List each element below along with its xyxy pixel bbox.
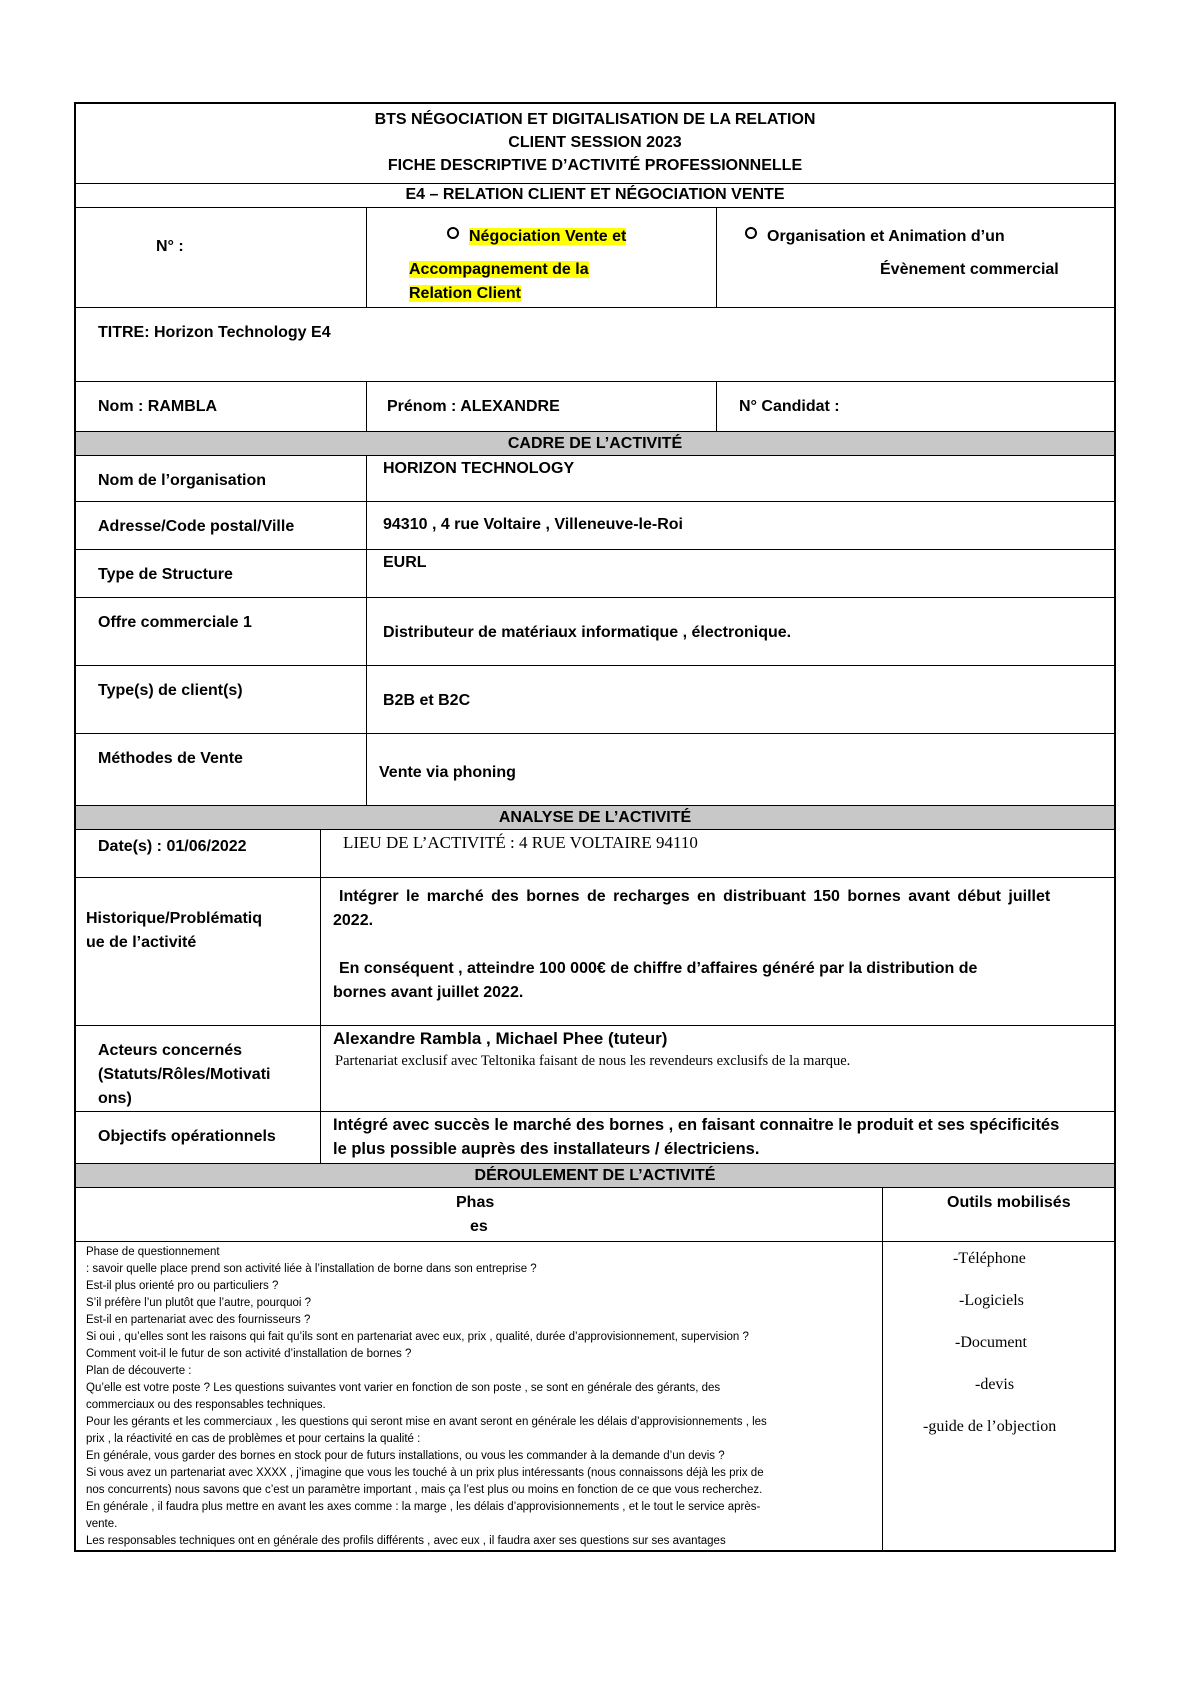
cadre-value: EURL	[383, 554, 427, 571]
option2-line2: Évènement commercial	[880, 261, 1059, 278]
phase-line: S’il préfère l’un plutôt que l’autre, pourquoi ?	[86, 1297, 312, 1309]
exam-row	[76, 184, 1114, 208]
outils-list	[882, 1242, 1114, 1550]
phases-header-row	[76, 1188, 1114, 1242]
historique-text: bornes avant juillet 2022.	[333, 984, 524, 1001]
cadre-label: Méthodes de Vente	[98, 750, 243, 767]
cadre-value: Vente via phoning	[379, 764, 516, 781]
phase-line: : savoir quelle place prend son activité liée à l’installation de borne dans son entreprise ?	[86, 1263, 537, 1275]
phase-line: nos concurrents) nous savons que c’est un paramètre important , mais ça l’est plus ou moins en fonction de ce que vous recherchez.	[86, 1484, 763, 1496]
cadre-row-organisation	[76, 456, 1114, 502]
historique-text: En conséquent , atteindre 100 000€ de chiffre d’affaires généré par la distribution de	[339, 960, 978, 977]
objectifs-row	[76, 1112, 1114, 1164]
date-field: Date(s) : 01/06/2022	[98, 838, 247, 855]
historique-text: Intégrer le marché des bornes de recharges en distribuant 150 bornes avant début juillet	[339, 888, 1051, 905]
nom-field: Nom : RAMBLA	[98, 398, 218, 415]
cadre-row-structure	[76, 550, 1114, 598]
phase-line: Les responsables techniques ont en générale des profils différents , avec eux , il faudra axer ses questions sur ses avantages	[86, 1535, 726, 1547]
phase-line: Si vous avez un partenariat avec XXXX , j’imagine que vous les touché à un prix plus intéressants (nous connaissons déjà les prix de	[86, 1467, 764, 1479]
objectifs-text: le plus possible auprès des installateurs / électriciens.	[333, 1140, 760, 1158]
phases-header-1: Phas	[456, 1194, 495, 1211]
header-line-1: BTS NÉGOCIATION ET DIGITALISATION DE LA RELATION	[374, 111, 816, 128]
header-line-2: CLIENT SESSION 2023	[508, 134, 682, 151]
lieu-field: LIEU DE L’ACTIVITÉ : 4 RUE VOLTAIRE 94110	[343, 833, 698, 852]
cadre-value: 94310 , 4 rue Voltaire , Villeneuve-le-Roi	[383, 516, 683, 533]
number-label: N° :	[156, 238, 184, 255]
phase-line: prix , la réactivité en cas de problèmes et pour certains la qualité :	[86, 1433, 421, 1445]
historique-row	[76, 878, 1114, 1026]
outils-header: Outils mobilisés	[947, 1194, 1071, 1211]
phase-line: commerciaux ou des responsables techniques.	[86, 1399, 326, 1411]
cadre-heading-row	[76, 432, 1114, 456]
outil-item: -Document	[955, 1334, 1027, 1351]
cadre-value: B2B et B2C	[383, 692, 471, 709]
phase-line: Qu’elle est votre poste ? Les questions suivantes vont varier en fonction de son poste , se sont en générale des gérants, des	[86, 1382, 721, 1394]
phase-line: En générale , il faudra plus mettre en avant les axes comme : la marge , les délais d’approvisionnements , et le tout le service après-	[86, 1501, 761, 1513]
cadre-label: Type de Structure	[98, 566, 233, 583]
cadre-label: Adresse/Code postal/Ville	[98, 518, 295, 535]
cadre-heading: CADRE DE L’ACTIVITÉ	[507, 435, 683, 452]
acteurs-label-1: Acteurs concernés	[98, 1042, 243, 1059]
outil-item: -Téléphone	[953, 1250, 1026, 1267]
cadre-row-methodes	[76, 734, 1114, 806]
acteurs-value-1: Alexandre Rambla , Michael Phee (tuteur)	[333, 1029, 668, 1048]
exam-title: E4 – RELATION CLIENT ET NÉGOCIATION VENTE	[405, 186, 785, 203]
form-header	[76, 104, 1114, 184]
option1-line1: Négociation Vente et	[469, 228, 627, 245]
outil-item: -devis	[975, 1376, 1015, 1393]
analyse-heading: ANALYSE DE L’ACTIVITÉ	[498, 809, 692, 826]
cadre-label: Type(s) de client(s)	[98, 682, 243, 699]
prenom-field: Prénom : ALEXANDRE	[387, 398, 560, 415]
acteurs-label-2: (Statuts/Rôles/Motivati	[98, 1066, 271, 1083]
cadre-value: Distributeur de matériaux informatique , électronique.	[383, 624, 792, 641]
historique-label-1: Historique/Problématiq	[86, 910, 263, 927]
phases-list	[76, 1242, 882, 1550]
activity-form	[74, 102, 1116, 1552]
phases-header-2: es	[470, 1218, 488, 1235]
radio-circle-icon[interactable]	[745, 227, 757, 239]
phase-line: En générale, vous garder des bornes en stock pour de futurs installations, ou vous les commander à la demande d’un devis ?	[86, 1450, 725, 1462]
deroulement-heading: DÉROULEMENT DE L’ACTIVITÉ	[474, 1167, 716, 1184]
radio-circle-icon[interactable]	[447, 227, 459, 239]
number-cell	[76, 208, 366, 307]
deroulement-heading-row	[76, 1164, 1114, 1188]
option1-line3: Relation Client	[409, 285, 522, 302]
phase-line: Comment voit-il le futur de son activité d’installation de bornes ?	[86, 1348, 412, 1360]
objectifs-text: Intégré avec succès le marché des bornes , en faisant connaitre le produit et ses spécificités	[333, 1116, 1060, 1134]
phase-line: vente.	[86, 1518, 118, 1530]
date-row	[76, 830, 1114, 878]
cadre-row-adresse	[76, 502, 1114, 550]
outil-item: -Logiciels	[959, 1292, 1024, 1309]
analyse-heading-row	[76, 806, 1114, 830]
cadre-value: HORIZON TECHNOLOGY	[383, 460, 575, 477]
outil-item: -guide de l’objection	[923, 1418, 1057, 1435]
header-line-3: FICHE DESCRIPTIVE D’ACTIVITÉ PROFESSIONNELLE	[387, 157, 803, 174]
cadre-row-offre	[76, 598, 1114, 666]
historique-label-2: ue de l’activité	[86, 934, 197, 951]
phase-line: Pour les gérants et les commerciaux , les questions qui seront mise en avant seront en générale les délais d’approvisionnements , les	[86, 1416, 767, 1428]
options-row	[76, 208, 1114, 308]
cadre-label: Offre commerciale 1	[98, 614, 252, 631]
cadre-row-clients	[76, 666, 1114, 734]
title-label: TITRE: Horizon Technology E4	[98, 324, 331, 341]
historique-text: 2022.	[333, 912, 374, 929]
cadre-label: Nom de l’organisation	[98, 472, 267, 489]
identity-row	[76, 382, 1114, 432]
phases-content-row	[76, 1242, 1114, 1550]
option2-line1: Organisation et Animation d’un	[767, 228, 1005, 245]
phase-line: Est-il en partenariat avec des fournisseurs ?	[86, 1314, 311, 1326]
phase-line: Si oui , qu’elles sont les raisons qui fait qu’ils sont en partenariat avec eux, prix , qualité, durée d’approvisionnement, supervision ?	[86, 1331, 749, 1343]
option-organisation[interactable]	[716, 208, 1114, 307]
acteurs-value-2: Partenariat exclusif avec Teltonika faisant de nous les revendeurs exclusifs de la marque.	[335, 1053, 851, 1069]
phase-line: Phase de questionnement	[86, 1246, 220, 1258]
acteurs-row	[76, 1026, 1114, 1112]
phase-line: Plan de découverte :	[86, 1365, 192, 1377]
option-negociation[interactable]	[366, 208, 716, 307]
acteurs-label-3: ons)	[98, 1090, 132, 1107]
candidat-field: N° Candidat :	[739, 398, 840, 415]
title-row	[76, 308, 1114, 382]
phase-line: Est-il plus orienté pro ou particuliers ?	[86, 1280, 279, 1292]
objectifs-label: Objectifs opérationnels	[98, 1128, 276, 1145]
option1-line2: Accompagnement de la	[409, 261, 589, 278]
